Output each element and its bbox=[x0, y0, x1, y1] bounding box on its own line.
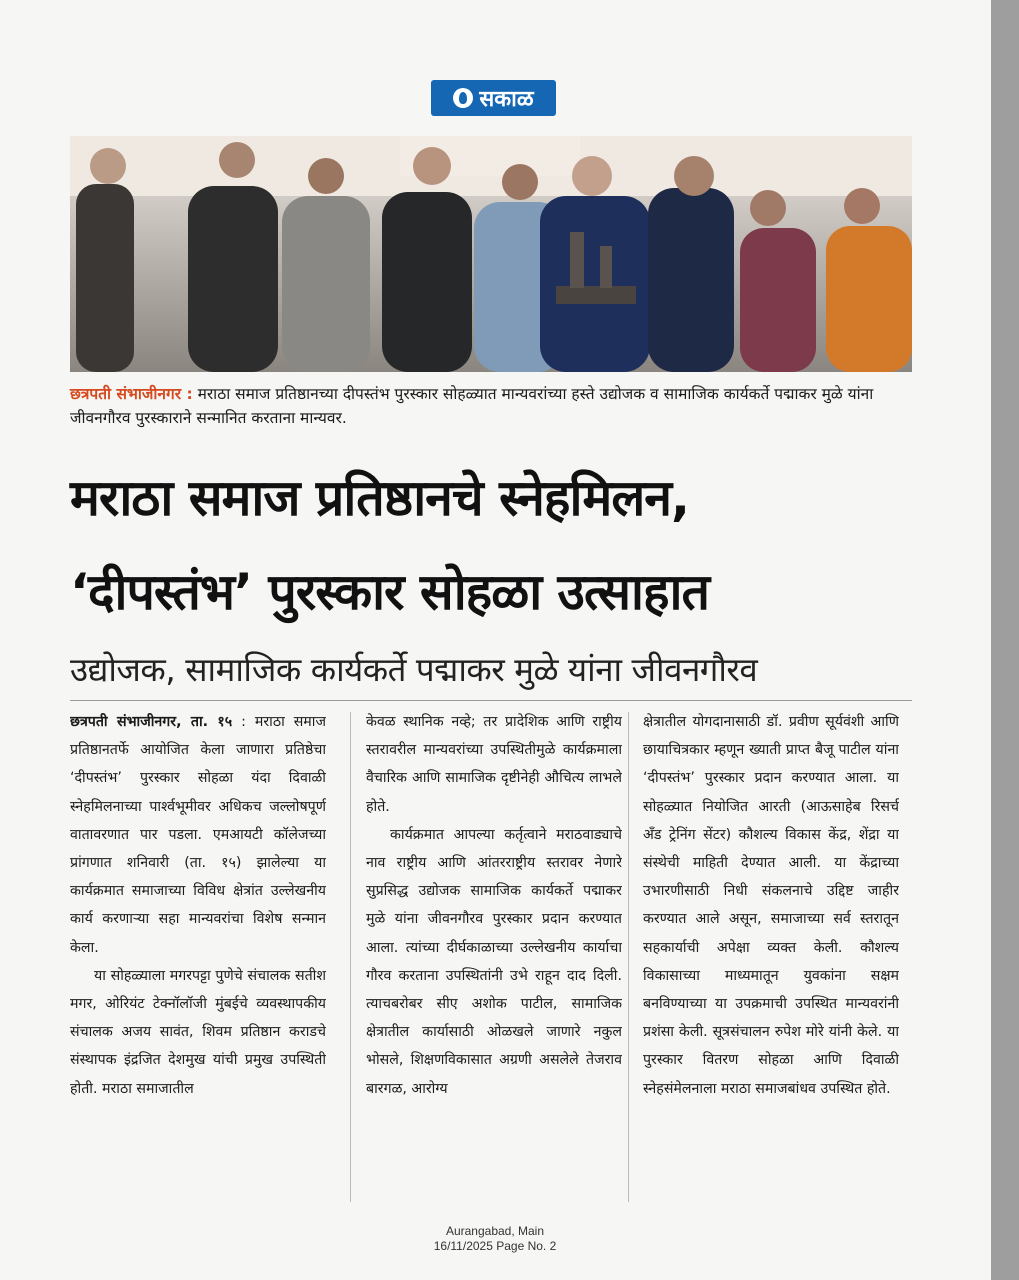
column-divider bbox=[628, 712, 629, 1202]
caption-text: मराठा समाज प्रतिष्ठानच्या दीपस्तंभ पुरस्कार सोहळ्यात मान्यवरांच्या हस्ते उद्योजक व सामाजिक कार्यकर्ते पद्माकर मुळे यांना जीवनगौरव पुरस्काराने सन्मानित करताना मान्यवर. bbox=[70, 385, 874, 427]
headline-line-1: मराठा समाज प्रतिष्ठानचे स्नेहमिलन, bbox=[70, 469, 689, 527]
article-paragraph: केवळ स्थानिक नव्हे; तर प्रादेशिक आणि राष्ट्रीय स्तरावरील मान्यवरांच्या उपस्थितीमुळे कार्यक्रमाला वैचारिक आणि सामाजिक दृष्टीनेही औचित्य लाभले होते. bbox=[366, 714, 622, 815]
sakal-logo-icon bbox=[453, 88, 473, 108]
footer-date-page: 16/11/2025 Page No. 2 bbox=[433, 1239, 557, 1253]
article-text: : मराठा समाज प्रतिष्ठानतर्फे आयोजित केला जाणारा प्रतिष्ठेचा ‘दीपस्तंभ’ पुरस्कार सोहळा यंदा दिवाळी स्नेहमिलनाच्या पार्श्वभूमीवर अधिकच जल्लोषपूर्ण वातावरणात पार पडला. एमआयटी कॉलेजच्या प्रांगणात शनिवारी (ता. १५) झालेल्या या कार्यक्रमात समाजाच्या विविध क्षेत्रांत उल्लेखनीय कार्य करणाऱ्या सहा मान्यवरांचा विशेष सन्मान केला. bbox=[70, 714, 326, 956]
article-column-1 bbox=[70, 708, 326, 1208]
article-paragraph bbox=[70, 708, 326, 962]
article-column-2 bbox=[366, 708, 622, 1208]
article-dateline: छत्रपती संभाजीनगर, ता. १५ bbox=[70, 714, 233, 730]
sakal-masthead-logo bbox=[431, 80, 556, 116]
column-divider bbox=[350, 712, 351, 1202]
article-paragraph: कार्यक्रमात आपल्या कर्तृत्वाने मराठवाड्याचे नाव राष्ट्रीय आणि आंतरराष्ट्रीय स्तरावर नेणारे सुप्रसिद्ध उद्योजक सामाजिक कार्यकर्ते पद्माकर मुळे यांना जीवनगौरव पुरस्कार प्रदान करण्यात आला. त्यांच्या दीर्घकाळाच्या उल्लेखनीय कार्याचा गौरव करताना उपस्थितांनी उभे राहून दाद दिली. त्याचबरोबर सीए अशोक पाटील, सामाजिक क्षेत्रातील कार्यासाठी ओळखले जाणारे नकुल भोसले, शिक्षणविकासात अग्रणी असलेले तेजराव बारगळ, आरोग्य bbox=[366, 826, 622, 1097]
subheadline: उद्योजक, सामाजिक कार्यकर्ते पद्माकर मुळे यांना जीवनगौरव bbox=[70, 650, 758, 689]
award-ceremony-photo bbox=[70, 136, 912, 372]
caption-place: छत्रपती संभाजीनगर : bbox=[70, 385, 193, 403]
article-column-3 bbox=[643, 708, 899, 1208]
headline-line-2: ‘दीपस्तंभ’ पुरस्कार सोहळा उत्साहात bbox=[70, 563, 710, 621]
photo-caption bbox=[70, 382, 912, 430]
masthead-name: सकाळ bbox=[479, 87, 534, 112]
divider bbox=[70, 700, 912, 701]
article-paragraph: क्षेत्रातील योगदानासाठी डॉ. प्रवीण सूर्यवंशी आणि छायाचित्रकार म्हणून ख्याती प्राप्त बैजू पाटील यांना ‘दीपस्तंभ’ पुरस्कार प्रदान करण्यात आला. या सोहळ्यात नियोजित आरती (आऊसाहेब रिसर्च अँड ट्रेनिंग सेंटर) कौशल्य विकास केंद्र, शेंद्रा या संस्थेची माहिती देण्यात आली. या केंद्राच्या उभारणीसाठी निधी संकलनाचे उद्दिष्ट जाहीर करण्यात आले असून, समाजाच्या सर्व स्तरातून सहकार्याची अपेक्षा व्यक्त केली. कौशल्य विकासाच्या माध्यमातून युवकांना सक्षम बनविण्याच्या या उपक्रमाची उपस्थित मान्यवरांनी प्रशंसा केली. सूत्रसंचालन रुपेश मोरे यांनी केले. या पुरस्कार वितरण सोहळा आणि दिवाळी स्नेहसंमेलनाला मराठा समाजबांधव उपस्थित होते. bbox=[643, 714, 899, 1097]
scrollbar[interactable] bbox=[991, 0, 1019, 1280]
footer-edition: Aurangabad, Main bbox=[445, 1224, 545, 1238]
article-paragraph: या सोहळ्याला मगरपट्टा पुणेचे संचालक सतीश मगर, ओरियंट टेक्नॉलॉजी मुंबईचे व्यवस्थापकीय संचालक अजय सावंत, शिवम प्रतिष्ठान कराडचे संस्थापक इंद्रजित देशमुख यांची प्रमुख उपस्थिती होती. मराठा समाजातील bbox=[70, 967, 326, 1097]
